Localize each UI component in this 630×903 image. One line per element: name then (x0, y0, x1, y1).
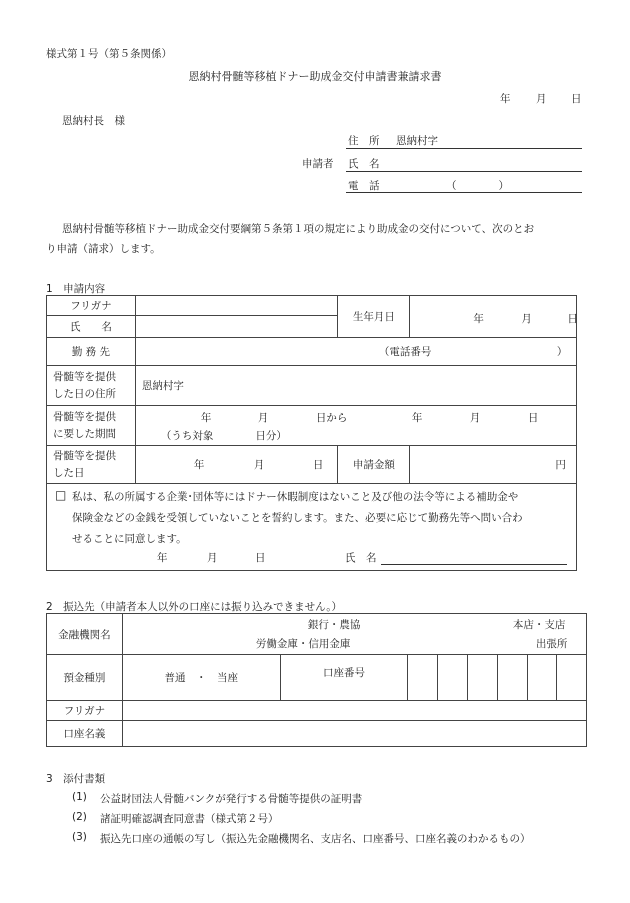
attachment-num-2: (2) (72, 811, 87, 823)
branch-types-1: 本店・支店 (512, 619, 566, 631)
workplace-phone-close: ） (556, 346, 568, 358)
name-field-line[interactable] (346, 171, 582, 172)
pledge-name-line[interactable] (381, 564, 567, 565)
amount-label: 申請金額 (338, 446, 410, 484)
attachment-num-3: (3) (72, 831, 87, 843)
holder-furigana-input[interactable] (122, 701, 586, 721)
attachment-text-2: 諸証明確認調査同意書（様式第２号） (100, 813, 279, 825)
account-holder-input[interactable] (122, 721, 586, 747)
address-field-line[interactable] (346, 148, 582, 149)
phone-label: 電 話 (348, 180, 380, 192)
donation-date-label-1: 骨髄等を提供 (53, 449, 116, 462)
workplace-label: 勤 務 先 (47, 338, 136, 366)
period-year-1: 年 (200, 412, 212, 424)
bank-types-2: 労働金庫・信用金庫 (255, 638, 351, 650)
address-label: 住 所 (348, 135, 380, 147)
account-digit-3[interactable] (468, 655, 498, 701)
donation-date-day: 日 (312, 459, 324, 471)
pledge-text-1: 私は、私の所属する企業･団体等にはドナー休暇制度はないこと及び他の法令等による補助金や (72, 491, 519, 503)
birthdate-label: 生年月日 (338, 296, 410, 338)
period-month-2: 月 (469, 412, 481, 424)
donation-date-label-2: した日 (53, 466, 85, 479)
holder-furigana-label: フリガナ (47, 701, 123, 721)
attachment-text-3: 振込先口座の通帳の写し（振込先金融機関名、支店名、口座番号、口座名義のわかるもの） (100, 833, 531, 845)
bank-table (46, 613, 587, 747)
donation-date-label (47, 446, 136, 484)
date-day-label: 日 (571, 93, 582, 105)
date-month-label: 月 (536, 93, 547, 105)
period-year-2: 年 (411, 412, 423, 424)
phone-paren: （ ） (446, 180, 509, 192)
section2-heading: 2 振込先（申請者本人以外の口座には振り込みできません。） (46, 601, 343, 613)
applicant-label: 申請者 (302, 158, 334, 170)
donation-address-value: 恩納村字 (141, 380, 184, 392)
donation-date-month: 月 (253, 459, 265, 471)
donation-address-input[interactable] (135, 366, 576, 406)
pledge-year: 年 (157, 552, 168, 564)
attachment-text-1: 公益財団法人骨髄バンクが発行する骨髄等提供の証明書 (100, 793, 363, 805)
pledge-cell (47, 484, 577, 571)
phone-field-line[interactable] (346, 192, 582, 193)
birth-day: 日 (567, 313, 578, 325)
donation-period-label-1: 骨髄等を提供 (53, 410, 116, 423)
birth-month: 月 (521, 313, 532, 325)
account-holder-label: 口座名義 (47, 721, 123, 747)
form-number: 様式第１号（第５条関係） (46, 48, 172, 60)
donation-period-label (47, 406, 136, 446)
furigana-label: フリガナ (47, 296, 136, 316)
period-month-1: 月 (257, 412, 269, 424)
section3-heading: 3 添付書類 (46, 773, 106, 785)
account-digit-2[interactable] (438, 655, 468, 701)
attachment-num-1: (1) (72, 791, 87, 803)
bank-name-label: 金融機関名 (47, 614, 123, 655)
period-day-2: 日 (527, 412, 539, 424)
account-number-label: 口座番号 (280, 655, 408, 701)
donation-date-year: 年 (193, 459, 205, 471)
name-input[interactable] (135, 316, 338, 338)
pledge-day: 日 (255, 552, 266, 564)
branch-types-2: 出張所 (535, 638, 568, 650)
birthdate-input[interactable] (410, 296, 577, 338)
bank-name-input[interactable] (122, 614, 586, 655)
period-target-days: （うち対象 日分） (160, 430, 287, 442)
amount-unit: 円 (555, 459, 566, 471)
donation-period-input[interactable] (135, 406, 576, 446)
application-table (46, 295, 577, 571)
birth-year: 年 (473, 313, 484, 325)
pledge-checkbox[interactable]: □ (55, 488, 67, 502)
donation-address-label (47, 366, 136, 406)
donation-period-label-2: に要した期間 (53, 427, 116, 440)
name-label: 氏 名 (348, 158, 380, 170)
pledge-text-3: せることに同意します。 (72, 533, 187, 545)
donation-address-label-1: 骨髄等を提供 (53, 370, 116, 383)
furigana-input[interactable] (135, 296, 338, 316)
account-digit-5[interactable] (528, 655, 557, 701)
pledge-month: 月 (207, 552, 218, 564)
date-year-label: 年 (500, 93, 511, 105)
donation-date-input[interactable] (135, 446, 338, 484)
deposit-type-label: 預金種別 (47, 655, 123, 701)
account-digit-6[interactable] (557, 655, 587, 701)
section1-heading: 1 申請内容 (46, 283, 106, 295)
donation-address-label-2: した日の住所 (53, 387, 116, 400)
form-title: 恩納村骨髄等移植ドナー助成金交付申請書兼請求書 (188, 70, 442, 83)
addressee: 恩納村長 様 (62, 115, 125, 127)
intro-line-1: 恩納村骨髄等移植ドナー助成金交付要綱第５条第１項の規定により助成金の交付について、次のとお (62, 223, 535, 235)
address-value: 恩納村字 (396, 135, 438, 147)
account-digit-1[interactable] (408, 655, 438, 701)
period-from: 日から (315, 412, 348, 424)
account-digit-4[interactable] (498, 655, 528, 701)
pledge-text-2: 保険金などの金銭を受領していないことを誓約します。また、必要に応じて勤務先等へ問い合わ (72, 512, 523, 524)
intro-line-2: り申請（請求）します。 (46, 243, 161, 255)
name-row-label: 氏 名 (47, 316, 136, 338)
pledge-name-label: 氏 名 (345, 552, 377, 564)
bank-types-1: 銀行・農協 (307, 619, 361, 631)
deposit-type-options[interactable]: 普通 ・ 当座 (122, 655, 280, 701)
workplace-phone-open: （電話番号 (378, 346, 432, 358)
amount-input[interactable] (410, 446, 577, 484)
workplace-input[interactable] (135, 338, 576, 366)
